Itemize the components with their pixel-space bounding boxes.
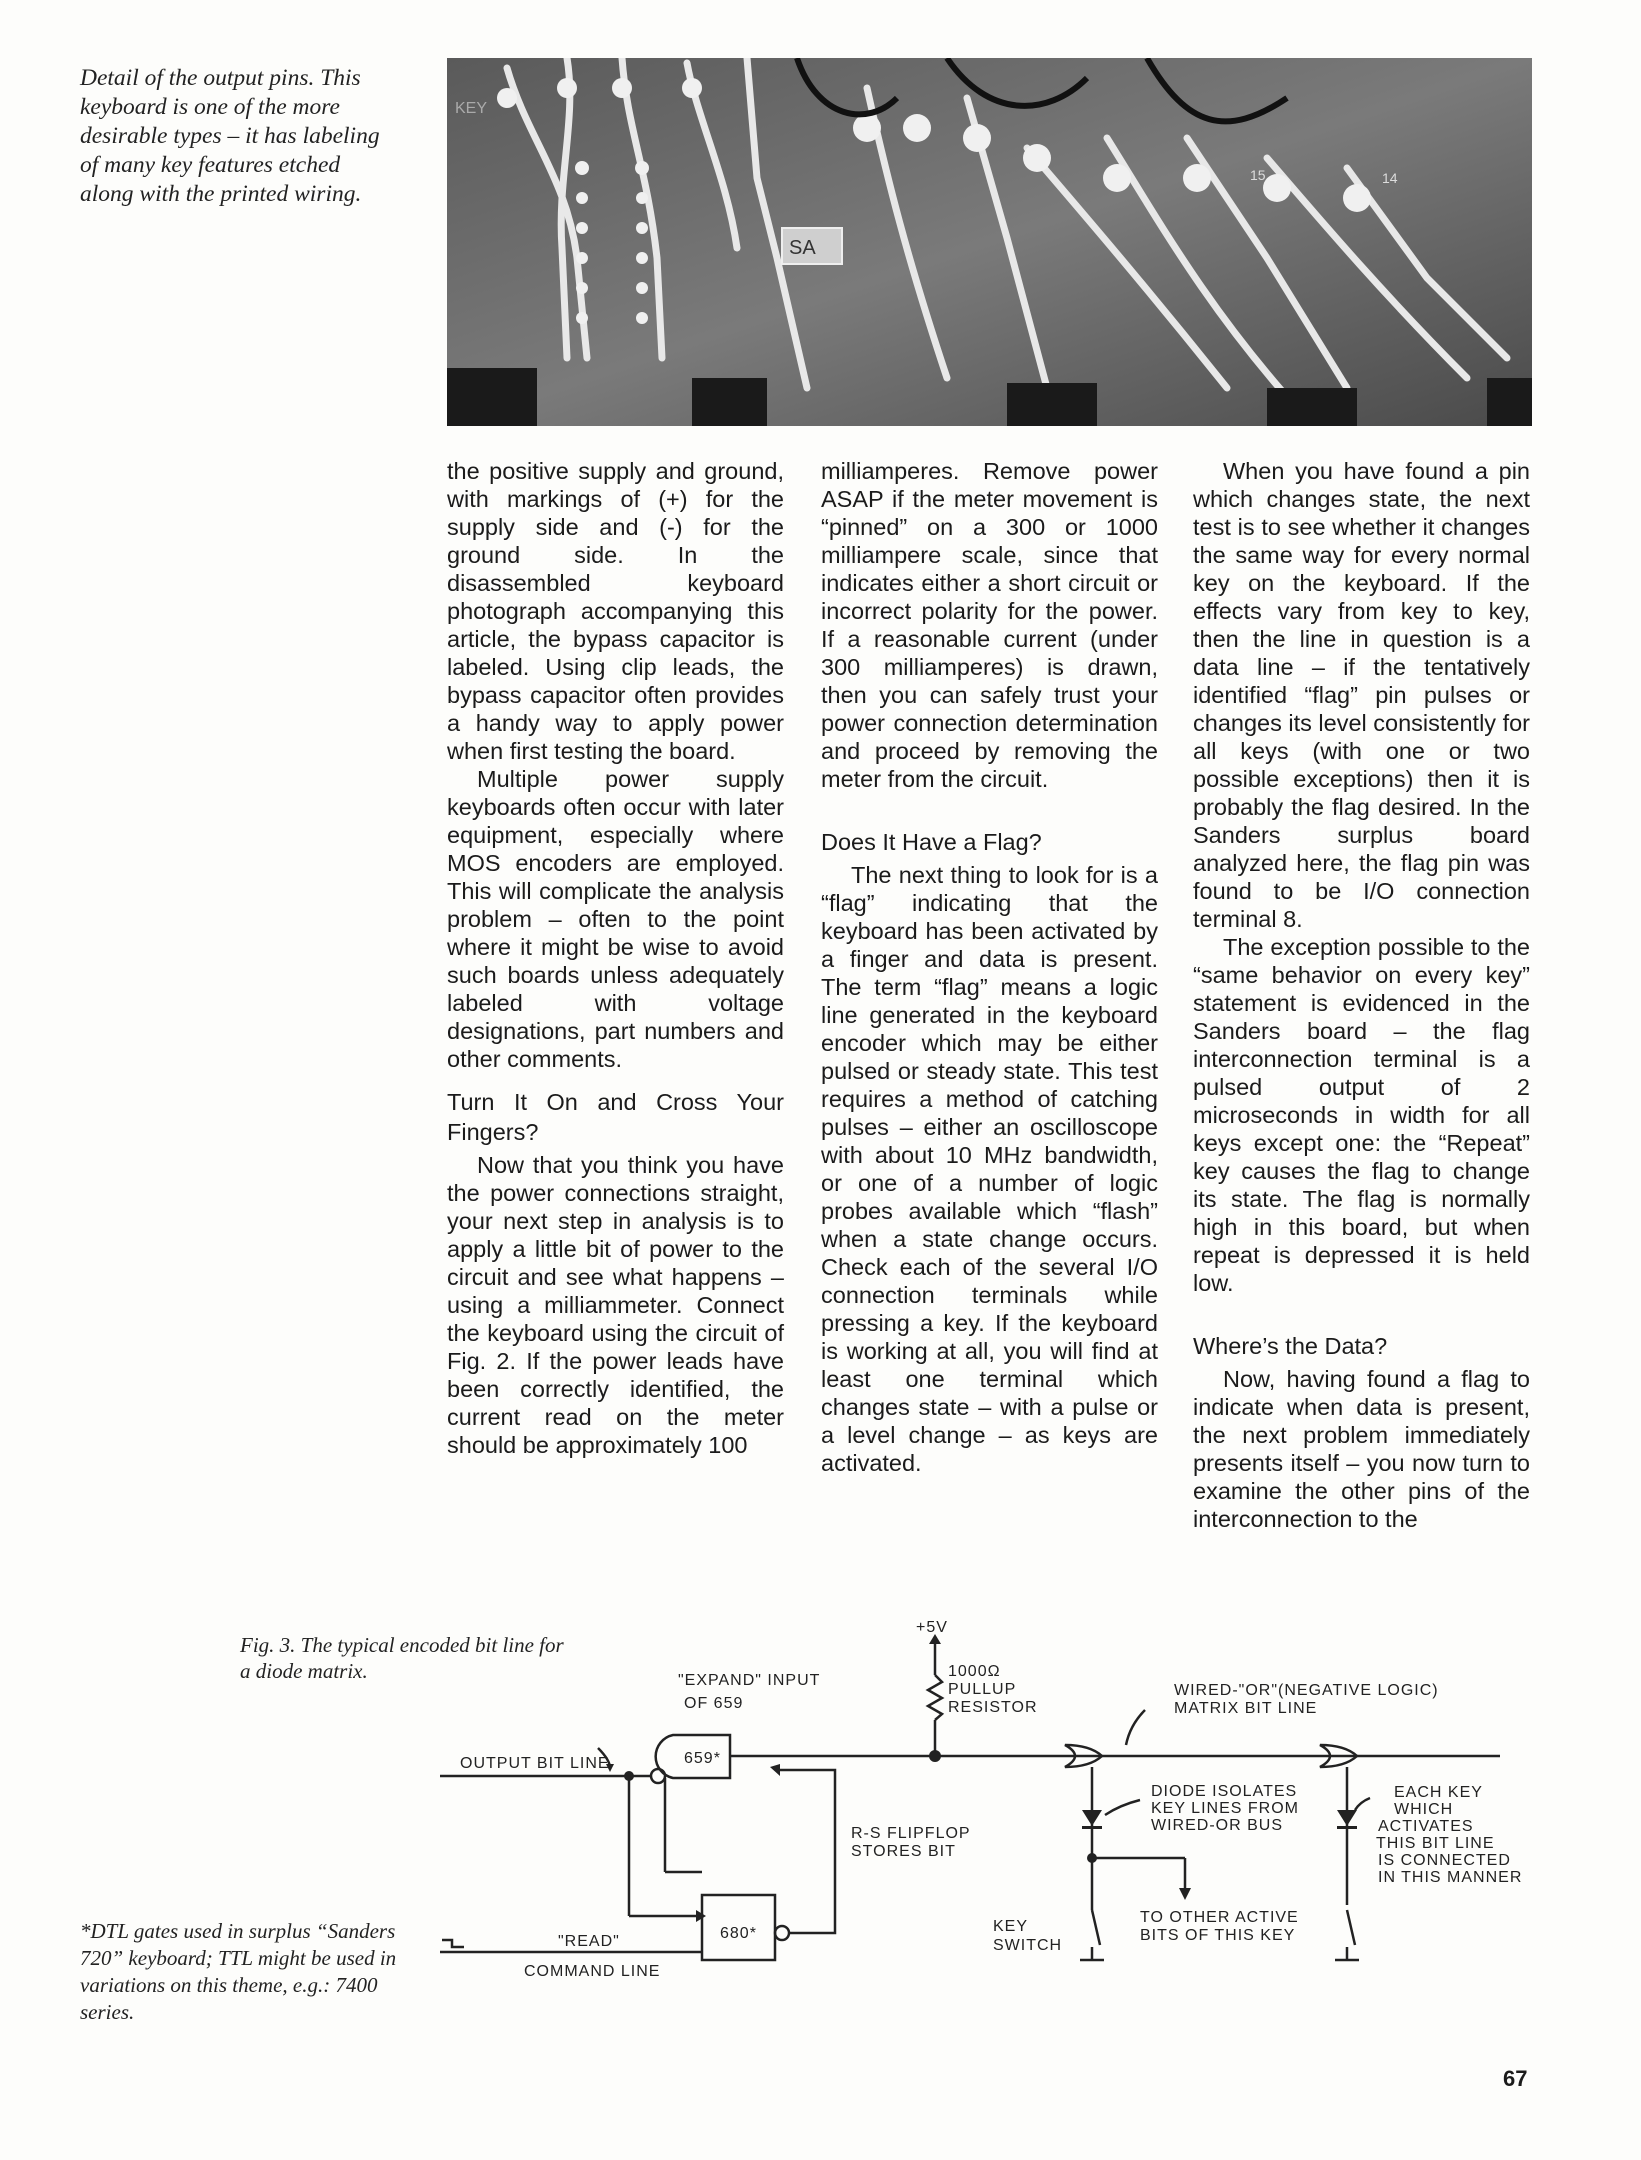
diagram-label: KEY bbox=[993, 1918, 1029, 1935]
diagram-label: MATRIX BIT LINE bbox=[1174, 1700, 1318, 1717]
paragraph: the positive supply and ground, with markings of (+) for the supply side and (-) for the ground side. In the disassembled keyboard photograph accompanying this article, the bypass capacitor is labeled. Using clip leads, the bypass capacitor often provides a handy way to apply power when first testing the board. bbox=[447, 458, 784, 764]
pad-number: 15 bbox=[1250, 167, 1266, 183]
diagram-label: R-S FLIPFLOP bbox=[851, 1825, 971, 1842]
page-number: 67 bbox=[1503, 2066, 1528, 2091]
diagram-label: OUTPUT BIT LINE bbox=[460, 1755, 610, 1772]
diagram-label: OF 659 bbox=[684, 1695, 744, 1712]
diagram-label: WHICH bbox=[1394, 1801, 1454, 1818]
pad-number: 14 bbox=[1382, 170, 1398, 186]
paragraph: Now that you think you have the power connections straight, your next step in analysis is to apply a little bit of power to the circuit and see what happens – using a milliammeter. Connect the keyboard using the circuit of Fig. 2. If the power leads have been correctly identified, the current read on the meter should be approximately 100 bbox=[447, 1152, 784, 1458]
section-heading: Does It Have a Flag? bbox=[821, 829, 1042, 855]
section-heading: Turn It On and Cross Your Fingers? bbox=[447, 1089, 784, 1145]
diagram-label: +5V bbox=[916, 1620, 948, 1636]
diagram-label: "READ" bbox=[558, 1933, 620, 1950]
diagram-label: WIRED-"OR"(NEGATIVE LOGIC) bbox=[1174, 1682, 1439, 1699]
pcb-label: SA bbox=[789, 237, 816, 259]
diagram-label: RESISTOR bbox=[948, 1699, 1038, 1716]
gate-label: 659* bbox=[684, 1750, 721, 1767]
diagram-label: EACH KEY bbox=[1394, 1784, 1483, 1801]
diagram-label: IN THIS MANNER bbox=[1378, 1869, 1523, 1886]
diagram-label: THIS BIT LINE bbox=[1376, 1835, 1495, 1852]
paragraph: milliamperes. Remove power ASAP if the meter movement is “pinned” on a 300 or 1000 milliampere scale, since that indicates either a short circuit or incorrect polarity for the power. If a reasonable current (under 300 milliamperes) is drawn, then you can safely trust your power connection determination and proceed by removing the meter from the circuit. bbox=[821, 458, 1158, 792]
diagram-label: STORES BIT bbox=[851, 1843, 956, 1860]
diagram-label: DIODE ISOLATES bbox=[1151, 1783, 1298, 1800]
pcb-illustration bbox=[447, 58, 1532, 426]
section-heading: Where’s the Data? bbox=[1193, 1333, 1388, 1359]
diagram-label: 1000Ω bbox=[948, 1663, 1001, 1680]
text-column-2 bbox=[821, 457, 1158, 1477]
paragraph: Multiple power supply keyboards often occur with later equipment, especially where MOS encoders are employed. This will complicate the analysis problem – often to the point where it might be wise to avoid such boards unless adequately labeled with voltage designations, part numbers and other comments. bbox=[447, 766, 784, 1072]
paragraph: The next thing to look for is a “flag” indicating that the keyboard has been activated by a finger and data is present. The term “flag” means a logic line generated in the keyboard encoder which may be either pulsed or steady state. This test requires a method of catching pulses – either an oscilloscope with about 10 MHz bandwidth, or one of a number of logic probes available which “flash” when a state change occurs. Check each of the several I/O connection terminals while pressing a key. If the keyboard is working at all, you will find at least one terminal which changes state – with a pulse or a level change – as keys are activated. bbox=[821, 862, 1158, 1476]
keyboard-pcb-photo bbox=[447, 58, 1532, 426]
diagram-label: ACTIVATES bbox=[1378, 1818, 1474, 1835]
pcb-edge-label: KEY bbox=[455, 100, 488, 117]
diagram-label: IS CONNECTED bbox=[1378, 1852, 1511, 1869]
diagram-label: BITS OF THIS KEY bbox=[1140, 1927, 1296, 1944]
diagram-label: SWITCH bbox=[993, 1937, 1063, 1954]
paragraph: The exception possible to the “same behavior on every key” statement is evidenced in the Sanders board – the flag interconnection terminal is a pulsed output of 2 microseconds in width for all keys except one: the “Repeat” key causes the flag to change its state. The flag is normally high in this board, but when repeat is depressed it is held low. bbox=[1193, 934, 1530, 1296]
footnote: *DTL gates used in surplus “Sanders 720” keyboard; TTL might be used in variations on this theme, e.g.: 7400 series. bbox=[80, 1919, 397, 2024]
diagram-label: "EXPAND" INPUT bbox=[678, 1672, 821, 1689]
bit-line-circuit-diagram bbox=[440, 1620, 1540, 2000]
diagram-label: TO OTHER ACTIVE bbox=[1140, 1909, 1299, 1926]
diagram-label: WIRED-OR BUS bbox=[1151, 1817, 1283, 1834]
diagram-label: COMMAND LINE bbox=[524, 1963, 661, 1980]
photo-caption: Detail of the output pins. This keyboard is one of the more desirable types – it has labeling of many key features etched along with the printed wiring. bbox=[80, 65, 380, 207]
figure-caption: Fig. 3. The typical encoded bit line for a diode matrix. bbox=[240, 1633, 564, 1683]
gate-label: 680* bbox=[720, 1925, 757, 1942]
text-column-3 bbox=[1193, 457, 1530, 1533]
paragraph: When you have found a pin which changes state, the next test is to see whether it changes the same way for every normal key on the keyboard. If the effects vary from key to key, then the line in question is a data line – if the tentatively identified “flag” pin pulses or changes its level consistently for all keys (with one or two possible exceptions) then it is probably the flag desired. In the Sanders surplus board analyzed here, the flag pin was found to be I/O connection terminal 8. bbox=[1193, 458, 1530, 932]
paragraph: Now, having found a flag to indicate when data is present, the next problem immediately presents itself – you now turn to examine the other pins of the interconnection to the bbox=[1193, 1366, 1530, 1532]
diagram-label: PULLUP bbox=[948, 1681, 1017, 1698]
diagram-label: KEY LINES FROM bbox=[1151, 1800, 1299, 1817]
text-column-1 bbox=[447, 457, 784, 1459]
